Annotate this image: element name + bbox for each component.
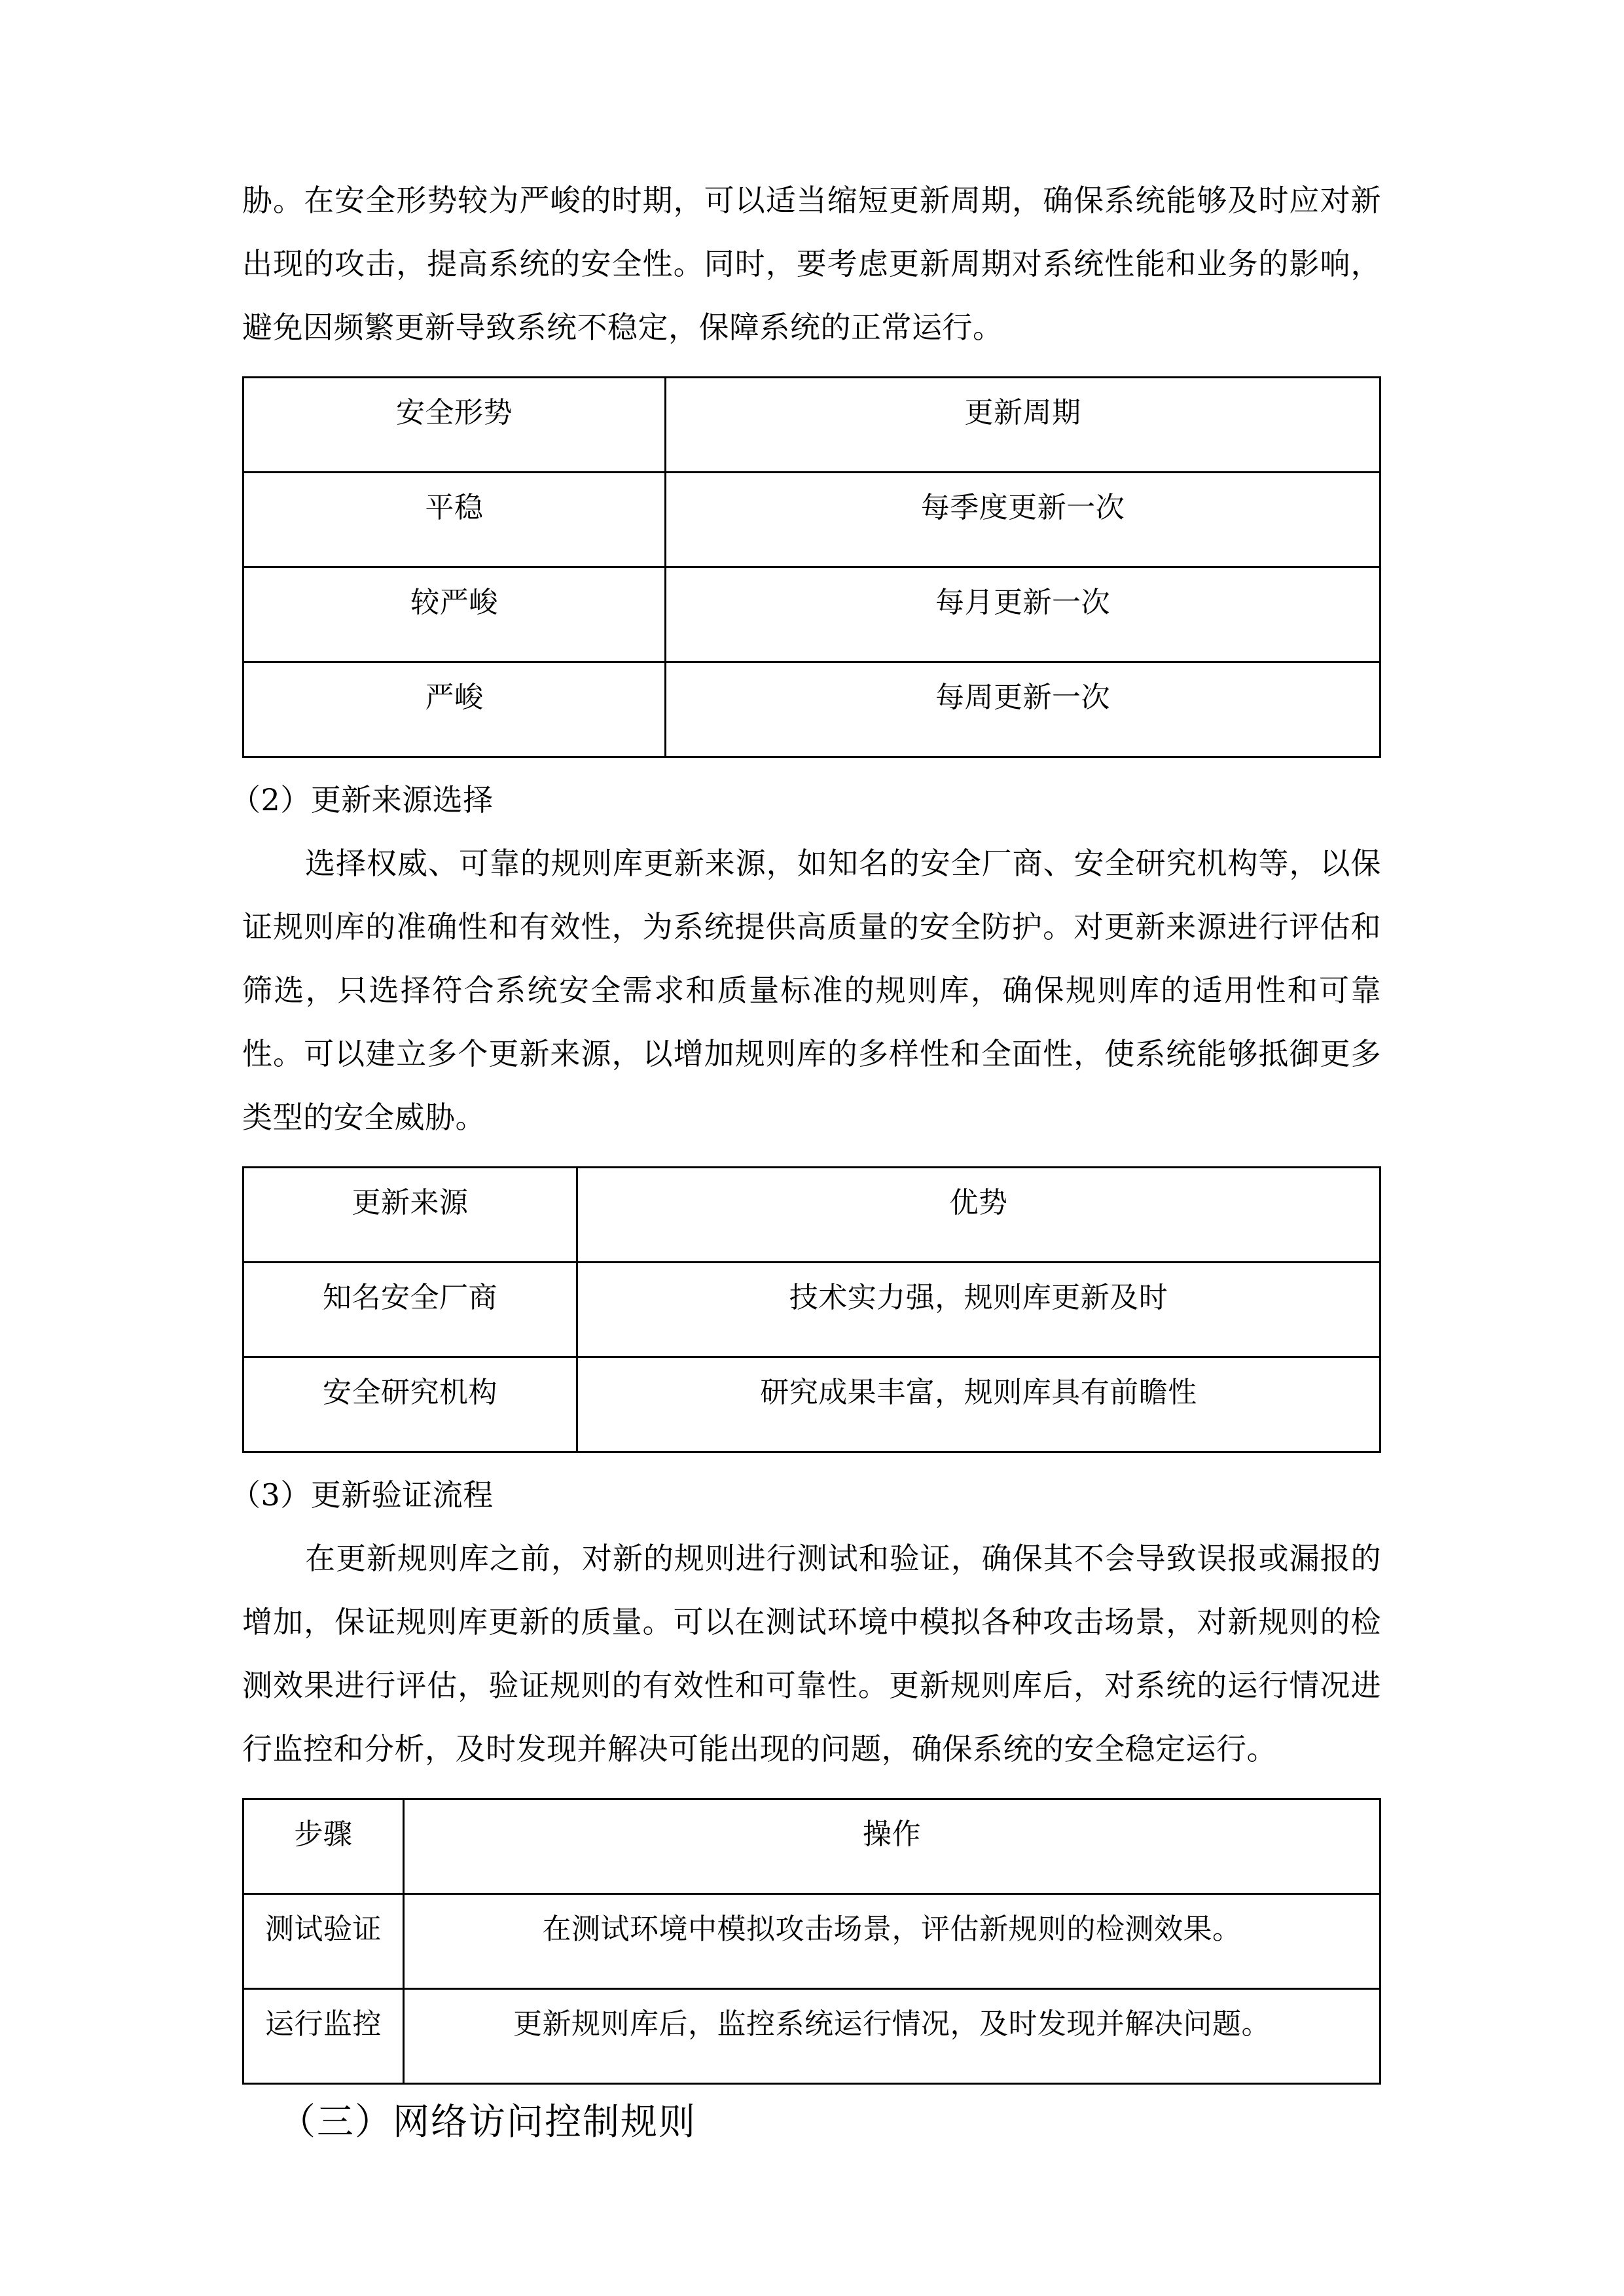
table-row [244, 1357, 1380, 1452]
table-header-cell-operation: 操作 [404, 1799, 1380, 1894]
table-row [244, 567, 1380, 662]
spacer [242, 1453, 1381, 1463]
table-update-cycle [242, 376, 1381, 758]
spacer [242, 758, 1381, 768]
table-verification-process [242, 1798, 1381, 2085]
table-cell-cycle: 每月更新一次 [666, 567, 1380, 662]
table-cell-cycle: 每周更新一次 [666, 662, 1380, 757]
section-heading-network-access-control: （三）网络访问控制规则 [279, 2101, 696, 2144]
table-cell-posture: 较严峻 [244, 567, 666, 662]
table-header-cell-update-source: 更新来源 [244, 1168, 577, 1263]
table-header-row [244, 378, 1380, 473]
table-cell-step: 运行监控 [244, 1989, 404, 2084]
spacer [242, 2085, 1381, 2090]
subheading-update-verification-process: （3）更新验证流程 [230, 1477, 494, 1513]
table-row [244, 1989, 1380, 2084]
subheading-update-source-selection: （2）更新来源选择 [230, 782, 494, 817]
table-cell-step: 测试验证 [244, 1894, 404, 1989]
table-header-cell-security-posture: 安全形势 [244, 378, 666, 473]
table-cell-operation: 在测试环境中模拟攻击场景，评估新规则的检测效果。 [404, 1894, 1380, 1989]
table-row [244, 1263, 1380, 1357]
table-update-source [242, 1166, 1381, 1453]
table-cell-operation: 更新规则库后，监控系统运行情况，及时发现并解决问题。 [404, 1989, 1380, 2084]
paragraph-update-cycle-intro: 胁。在安全形势较为严峻的时期，可以适当缩短更新周期，确保系统能够及时应对新出现的攻击，提高系统的安全性。同时，要考虑更新周期对系统性能和业务的影响，避免因频繁更新导致系统不稳定，保障系统的正常运行。 [242, 183, 1381, 345]
table-cell-posture: 平稳 [244, 473, 666, 567]
table-header-cell-step: 步骤 [244, 1799, 404, 1894]
table-cell-source: 知名安全厂商 [244, 1263, 577, 1357]
table-cell-cycle: 每季度更新一次 [666, 473, 1380, 567]
spacer [242, 1149, 1381, 1166]
table-cell-source: 安全研究机构 [244, 1357, 577, 1452]
table-cell-posture: 严峻 [244, 662, 666, 757]
table-header-row [244, 1799, 1380, 1894]
paragraph-update-verification-process: 在更新规则库之前，对新的规则进行测试和验证，确保其不会导致误报或漏报的增加，保证规则库更新的质量。可以在测试环境中模拟各种攻击场景，对新规则的检测效果进行评估，验证规则的有效性和可靠性。更新规则库后，对系统的运行情况进行监控和分析，及时发现并解决可能出现的问题，确保系统的安全稳定运行。 [242, 1541, 1381, 1767]
table-header-cell-advantage: 优势 [577, 1168, 1380, 1263]
table-cell-advantage: 研究成果丰富，规则库具有前瞻性 [577, 1357, 1380, 1452]
table-row [244, 1894, 1380, 1989]
table-header-cell-update-cycle: 更新周期 [666, 378, 1380, 473]
paragraph-update-source-selection: 选择权威、可靠的规则库更新来源，如知名的安全厂商、安全研究机构等，以保证规则库的准确性和有效性，为系统提供高质量的安全防护。对更新来源进行评估和筛选，只选择符合系统安全需求和质量标准的规则库，确保规则库的适用性和可靠性。可以建立多个更新来源，以增加规则库的多样性和全面性，使系统能够抵御更多类型的安全威胁。 [242, 846, 1381, 1135]
spacer [242, 359, 1381, 376]
table-row [244, 473, 1380, 567]
table-header-row [244, 1168, 1380, 1263]
table-row [244, 662, 1380, 757]
document-content [230, 169, 1381, 2155]
spacer [242, 1781, 1381, 1798]
table-cell-advantage: 技术实力强，规则库更新及时 [577, 1263, 1380, 1357]
